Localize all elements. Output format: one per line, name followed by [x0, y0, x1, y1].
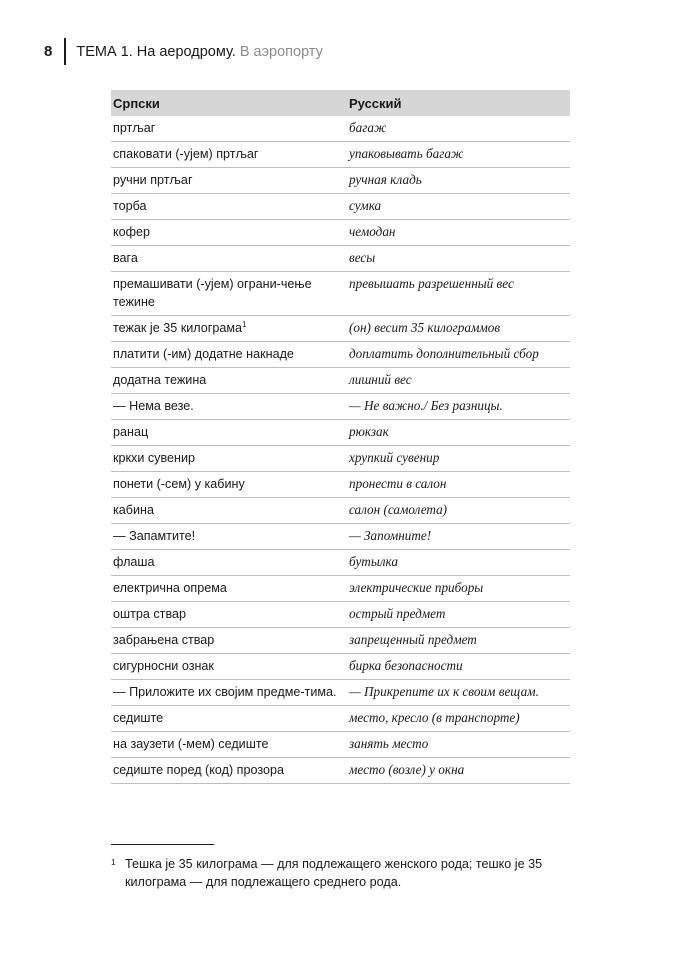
russian-translation: электрические приборы: [349, 576, 570, 602]
table-row: [111, 394, 570, 420]
serbian-term: [111, 220, 349, 246]
table-header-row: [111, 90, 570, 116]
serbian-term: [111, 706, 349, 732]
table-row: [111, 732, 570, 758]
footnote-text: Тешка је 35 килограма — для подлежащего женского рода; тешко је 35 килограма — для подлежащего среднего рода.: [125, 857, 543, 889]
footnote-reference: 1: [242, 319, 247, 329]
table-row: [111, 368, 570, 394]
russian-translation: — Не важно./ Без разницы.: [349, 394, 570, 420]
serbian-term-text: седиште: [113, 711, 164, 725]
table-row: [111, 654, 570, 680]
serbian-term-text: седиште поред (код) прозора: [113, 763, 284, 777]
table-row: [111, 472, 570, 498]
vocabulary-table: [111, 90, 570, 784]
russian-translation: весы: [349, 246, 570, 272]
table-row: [111, 706, 570, 732]
russian-translation: пронести в салон: [349, 472, 570, 498]
serbian-term: [111, 394, 349, 420]
serbian-term: [111, 472, 349, 498]
russian-translation: — Прикрепите их к своим вещам.: [349, 680, 570, 706]
russian-translation: рюкзак: [349, 420, 570, 446]
table-row: [111, 420, 570, 446]
serbian-term-text: спаковати (-ујем) пртљаг: [113, 147, 259, 161]
russian-translation: хрупкий сувенир: [349, 446, 570, 472]
table-row: [111, 246, 570, 272]
table-row: [111, 220, 570, 246]
serbian-term-text: — Приложите их својим предме-тима.: [113, 685, 337, 699]
russian-translation: превышать разрешенный вес: [349, 272, 570, 316]
serbian-term-text: торба: [113, 199, 147, 213]
table-row: [111, 446, 570, 472]
russian-translation: бутылка: [349, 550, 570, 576]
russian-translation: салон (самолета): [349, 498, 570, 524]
serbian-term-text: кабина: [113, 503, 154, 517]
serbian-term: [111, 368, 349, 394]
serbian-term: [111, 446, 349, 472]
serbian-term-text: вага: [113, 251, 138, 265]
table-row: [111, 628, 570, 654]
footnote-divider: [111, 844, 214, 845]
table-row: [111, 602, 570, 628]
serbian-term: [111, 654, 349, 680]
russian-translation: багаж: [349, 116, 570, 142]
table-row: [111, 680, 570, 706]
serbian-term-text: додатна тежина: [113, 373, 207, 387]
russian-translation: место (возле) у окна: [349, 758, 570, 784]
serbian-term: [111, 680, 349, 706]
serbian-term-text: премашивати (-ујем) ограни-чење тежине: [113, 277, 312, 309]
russian-translation: лишний вес: [349, 368, 570, 394]
serbian-term-text: тежак је 35 килограма: [113, 321, 243, 335]
serbian-term: [111, 272, 349, 316]
serbian-term: [111, 628, 349, 654]
russian-translation: место, кресло (в транспорте): [349, 706, 570, 732]
header-divider: [64, 38, 66, 65]
russian-translation: чемодан: [349, 220, 570, 246]
table-row: [111, 550, 570, 576]
serbian-term: [111, 168, 349, 194]
table-row: [111, 168, 570, 194]
russian-translation: (он) весит 35 килограммов: [349, 316, 570, 342]
page-header: [44, 38, 323, 66]
serbian-term-text: ранац: [113, 425, 149, 439]
page-number: 8: [44, 43, 53, 60]
serbian-term: [111, 142, 349, 168]
russian-translation: упаковывать багаж: [349, 142, 570, 168]
serbian-term-text: кркхи сувенир: [113, 451, 195, 465]
table-row: [111, 498, 570, 524]
table-row: [111, 142, 570, 168]
serbian-term-text: на заузети (-мем) седиште: [113, 737, 269, 751]
serbian-term-text: — Нема везе.: [113, 399, 194, 413]
running-title: [76, 42, 323, 62]
serbian-term-text: забрањена ствар: [113, 633, 215, 647]
serbian-term: [111, 246, 349, 272]
table-row: [111, 272, 570, 316]
russian-translation: — Запомните!: [349, 524, 570, 550]
russian-translation: запрещенный предмет: [349, 628, 570, 654]
column-header-russian: Русский: [349, 90, 570, 116]
serbian-term-text: — Запамтите!: [113, 529, 196, 543]
table-row: [111, 576, 570, 602]
serbian-term: [111, 316, 349, 342]
russian-translation: бирка безопасности: [349, 654, 570, 680]
russian-translation: ручная кладь: [349, 168, 570, 194]
serbian-term-text: флаша: [113, 555, 155, 569]
serbian-term: [111, 498, 349, 524]
serbian-term-text: платити (-им) додатне накнаде: [113, 347, 294, 361]
serbian-term-text: сигурносни ознак: [113, 659, 214, 673]
serbian-term-text: електрична опрема: [113, 581, 227, 595]
footnote: [111, 855, 581, 891]
serbian-term: [111, 576, 349, 602]
chapter-subtitle: В аэропорту: [239, 44, 323, 60]
russian-translation: занять место: [349, 732, 570, 758]
serbian-term: [111, 116, 349, 142]
serbian-term: [111, 194, 349, 220]
table-row: [111, 758, 570, 784]
serbian-term-text: кофер: [113, 225, 151, 239]
serbian-term: [111, 550, 349, 576]
table-row: [111, 316, 570, 342]
russian-translation: доплатить дополнительный сбор: [349, 342, 570, 368]
table-row: [111, 194, 570, 220]
serbian-term: [111, 342, 349, 368]
serbian-term-text: оштра ствар: [113, 607, 187, 621]
table-row: [111, 524, 570, 550]
serbian-term: [111, 524, 349, 550]
serbian-term-text: ручни пртљаг: [113, 173, 193, 187]
serbian-term: [111, 758, 349, 784]
russian-translation: сумка: [349, 194, 570, 220]
serbian-term: [111, 602, 349, 628]
column-header-serbian: Српски: [111, 90, 349, 116]
russian-translation: острый предмет: [349, 602, 570, 628]
table-row: [111, 342, 570, 368]
footnote-mark: 1: [111, 857, 116, 867]
serbian-term-text: понети (-сем) у кабину: [113, 477, 245, 491]
serbian-term-text: пртљаг: [113, 121, 156, 135]
serbian-term: [111, 732, 349, 758]
serbian-term: [111, 420, 349, 446]
vocabulary-rows: [111, 116, 570, 784]
chapter-title: ТЕМА 1. На аеродрому.: [76, 44, 236, 60]
table-row: [111, 116, 570, 142]
